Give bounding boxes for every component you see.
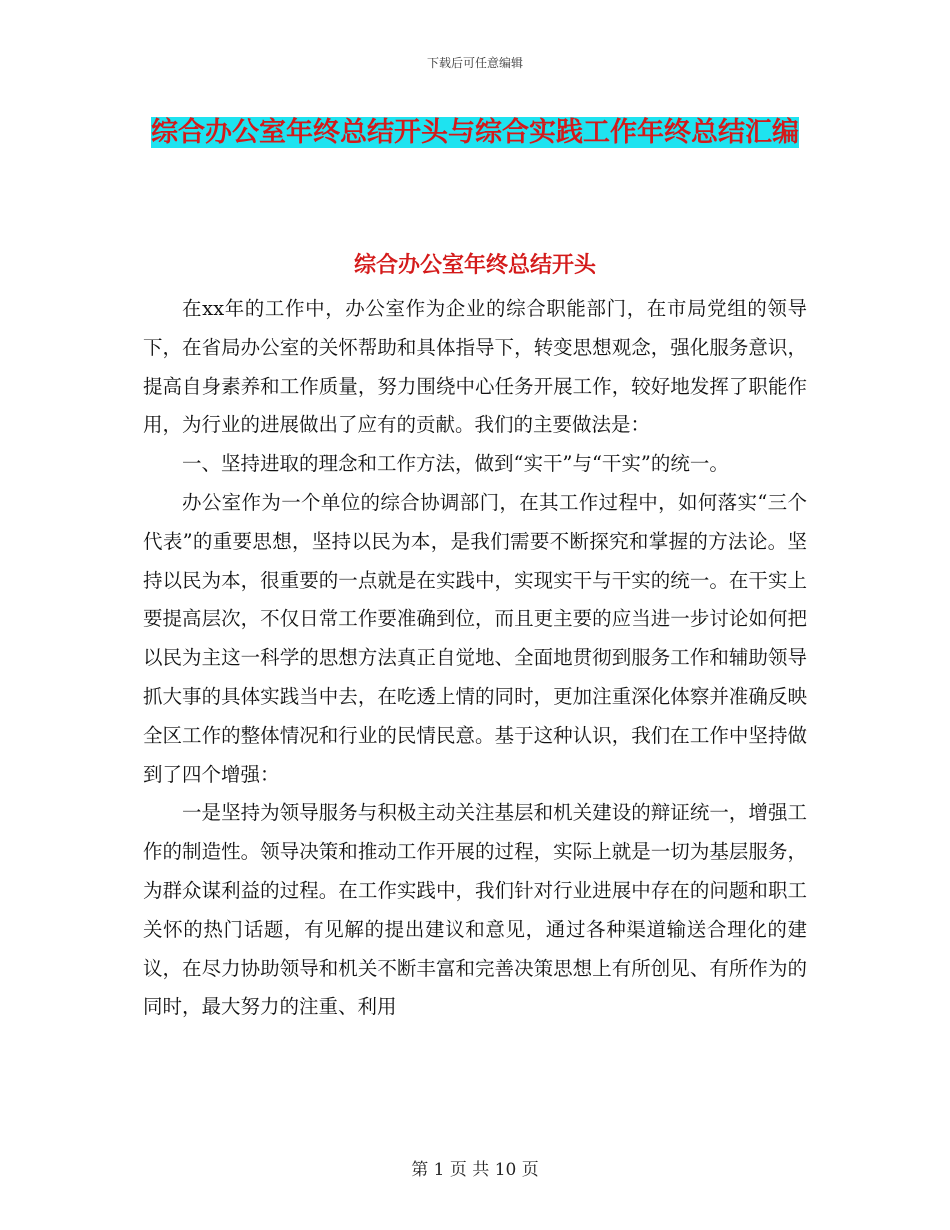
- document-title: [140, 110, 810, 156]
- page-footer: 第 1 页 共 10 页: [411, 1160, 539, 1180]
- paragraph-4: 一是坚持为领导服务与积极主动关注基层和机关建设的辩证统一，增强工作的制造性。领导决策和推动工作开展的过程，实际上就是一切为基层服务，为群众谋利益的过程。在工作实践中，我们针对行业进展中存在的问题和职工关怀的热门话题，有见解的提出建议和意见，通过各种渠道输送合理化的建议，在尽力协助领导和机关不断丰富和完善决策思想上有所创见、有所作为的同时，最大努力的注重、利用: [143, 801, 807, 1019]
- document-body: [143, 290, 807, 1027]
- section-title: 综合办公室年终总结开头: [353, 252, 596, 278]
- paragraph-2: 一、坚持进取的理念和工作方法，做到“实干”与“干实”的统一。: [182, 452, 729, 476]
- document-title-text: 综合办公室年终总结开头与综合实践工作年终总结汇编: [151, 117, 799, 148]
- paragraph-3: 办公室作为一个单位的综合协调部门，在其工作过程中，如何落实“三个代表”的重要思想，坚持以民为本，是我们需要不断探究和掌握的方法论。坚持以民为本，很重要的一点就是在实践中，实现实干与干实的统一。在干实上要提高层次，不仅日常工作要准确到位，而且更主要的应当进一步讨论如何把以民为主这一科学的思想方法真正自觉地、全面地贯彻到服务工作和辅助领导抓大事的具体实践当中去，在吃透上情的同时，更加注重深化体察并准确反映全区工作的整体情况和行业的民情民意。基于这种认识，我们在工作中坚持做到了四个增强：: [143, 490, 807, 786]
- paragraph-1: 在xx年的工作中，办公室作为企业的综合职能部门，在市局党组的领导下，在省局办公室的关怀帮助和具体指导下，转变思想观念，强化服务意识，提高自身素养和工作质量，努力围绕中心任务开展工作，较好地发挥了职能作用，为行业的进展做出了应有的贡献。我们的主要做法是：: [143, 297, 807, 437]
- header-note: 下载后可任意编辑: [426, 56, 523, 70]
